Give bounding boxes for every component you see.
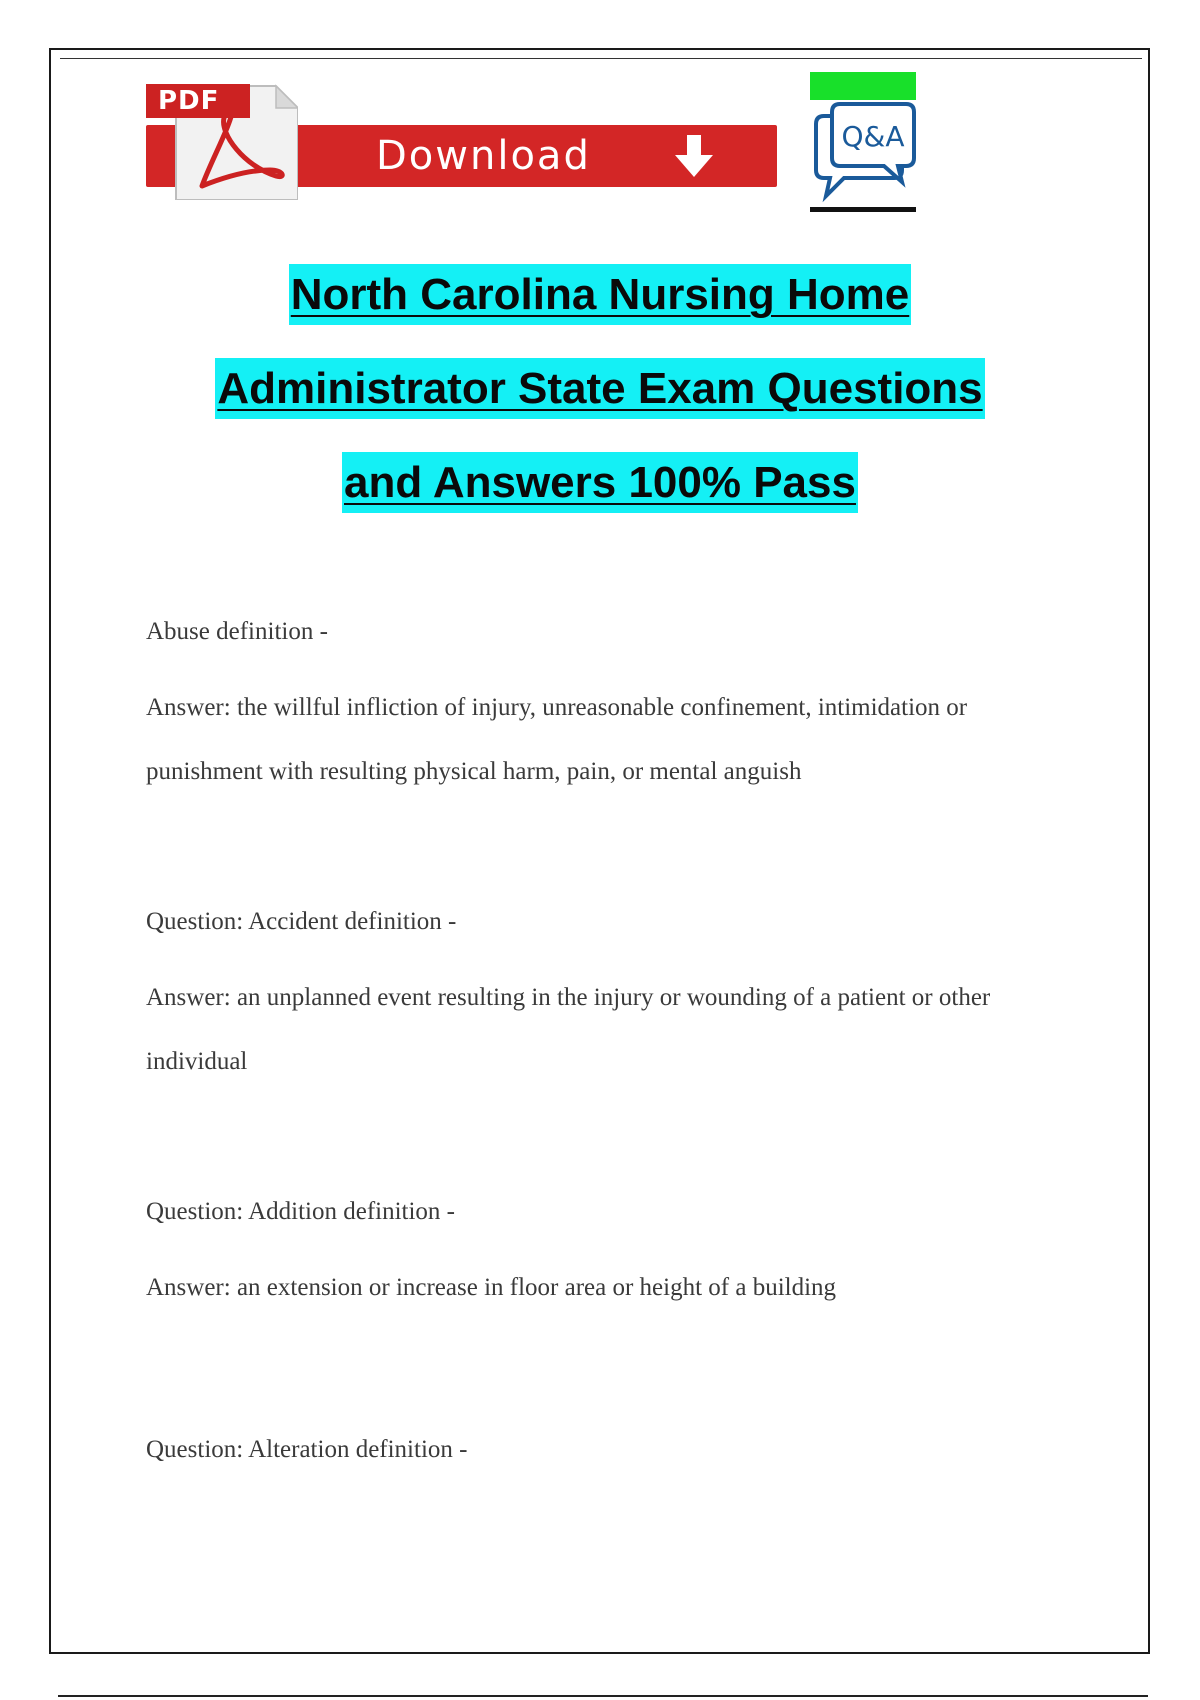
answer-text: Answer: the willful infliction of injury, unreasonable confinement, intimidation or punishment with resulting physical harm, pain, or mental anguish: [146, 694, 968, 785]
title-line-3: and Answers 100% Pass: [60, 436, 1140, 530]
answer-text: Answer: an unplanned event resulting in the injury or wounding of a patient or other individual: [146, 984, 991, 1075]
pdf-tag: PDF: [146, 84, 250, 118]
qa-chat-icon: [810, 72, 916, 214]
title-line-2: Administrator State Exam Questions: [60, 342, 1140, 436]
question-text: Abuse definition -: [146, 618, 328, 645]
qa-item: [146, 612, 1066, 804]
pdf-download-banner[interactable]: [146, 80, 777, 200]
download-arrow-icon: [671, 133, 717, 179]
download-label[interactable]: Download: [376, 133, 591, 179]
title-line-1: North Carolina Nursing Home: [60, 248, 1140, 342]
bottom-rule: [58, 1695, 1148, 1697]
qa-list: [146, 612, 1066, 1506]
question-text: Question: Accident definition -: [146, 908, 457, 935]
question-text: Question: Alteration definition -: [146, 1436, 468, 1463]
qa-item: [146, 1430, 1066, 1470]
answer-text: Answer: an extension or increase in floor area or height of a building: [146, 1274, 837, 1301]
qa-icon-label: Q&A: [841, 120, 905, 153]
question-text: Question: Addition definition -: [146, 1198, 456, 1225]
top-rule: [60, 58, 1142, 59]
qa-item: [146, 1192, 1066, 1320]
qa-item: [146, 902, 1066, 1094]
document-title: [60, 248, 1140, 530]
